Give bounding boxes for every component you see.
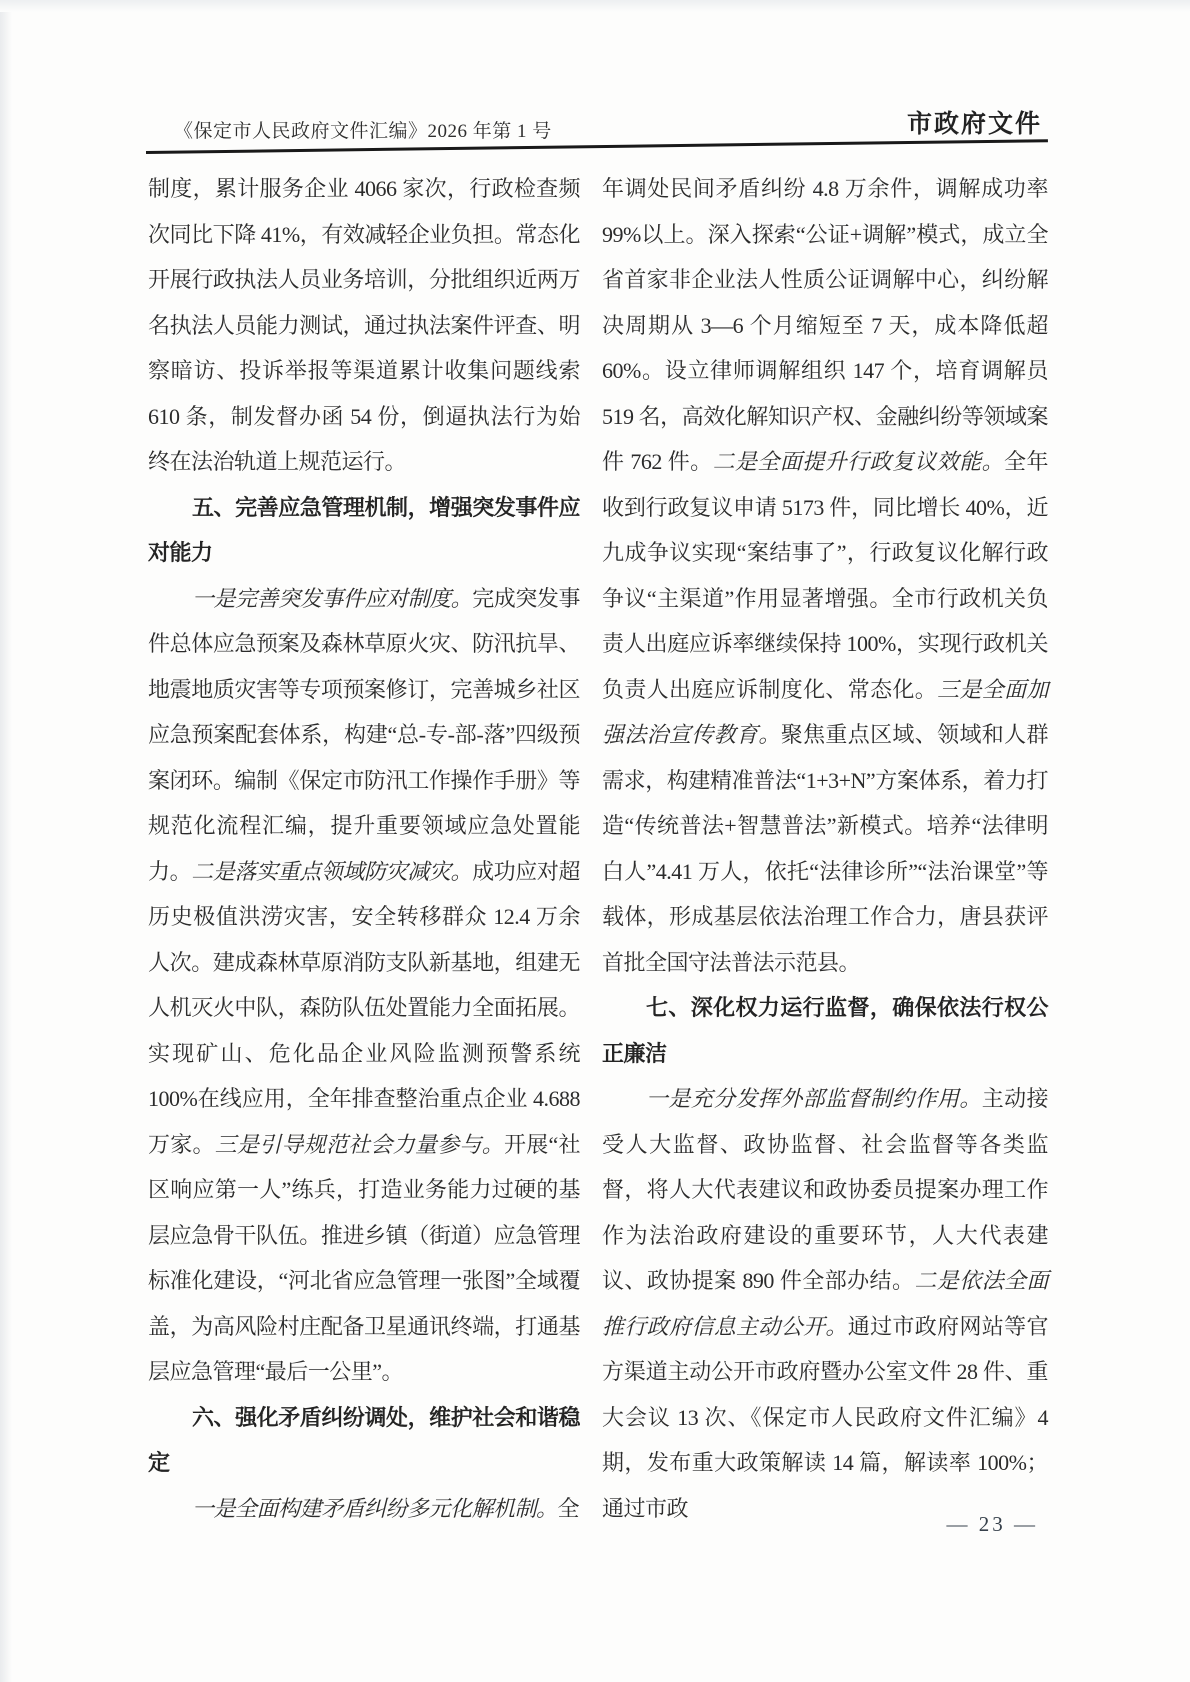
paragraph-emergency-management [148,576,580,1395]
kaiti-lead-in: 一是全面构建矛盾纠纷多元化解机制。 [192,1495,558,1521]
text-run: 全 [557,1495,580,1521]
left-column [148,166,580,1531]
kaiti-lead-in: 二是全面提升行政复议效能。 [712,449,1005,474]
text-run: 年调处民间矛盾纠纷 4.8 万余件，调解成功率 99%以上。深入探索“公证+调解”模式，成立全省首家非企业法人性质公证调解中心，纠纷解决周期从 3—6 个月缩短至 7 天，成本降低超 60%。设立律师调解组织 147 个，培育调解员 519 名，高效化解知识产权、金融纠纷等领域案件 762 件。 [602,176,1048,474]
section-heading-6: 六、强化矛盾纠纷调处，维护社会和谐稳定 [148,1404,580,1475]
document-body [148,166,1048,1531]
paragraph-law-enforcement-continuation: 制度，累计服务企业 4066 家次，行政检查频次同比下降 41%，有效减轻企业负担。常态化开展行政执法人员业务培训，分批组织近两万名执法人员能力测试，通过执法案件评查、明察暗访、投诉举报等渠道累计收集问题线索 610 条，制发督办函 54 份，倒逼执法行为始终在法治轨道上规范运行。 [148,176,580,474]
paragraph-supervision [602,1076,1048,1531]
scan-edge-left [0,0,12,1682]
paragraph-mediation-continuation [602,166,1048,985]
kaiti-lead-in: 二是落实重点领域防灾减灾。 [191,858,473,884]
page-number: — 23 — [946,1512,1038,1536]
kaiti-lead-in: 一是完善突发事件应对制度。 [192,585,473,611]
text-run: 完成突发事件总体应急预案及森林草原火灾、防汛抗旱、地震地质灾害等专项预案修订，完善城乡社区应急预案配套体系，构建“总-专-部-落”四级预案闭环。编制《保定市防汛工作操作手册》等规范化流程汇编，提升重要领域应急处置能力。 [148,585,580,884]
kaiti-lead-in: 三是引导规范社会力量参与。 [214,1131,504,1157]
text-run: 全年收到行政复议申请 5173 件，同比增长 40%，近九成争议实现“案结事了”，行政复议化解行政争议“主渠道”作用显著增强。全市行政机关负责人出庭应诉率继续保持 100%，实现行政机关负责人出庭应诉制度化、常态化。 [602,449,1048,702]
right-column [602,166,1048,1531]
text-run: 成功应对超历史极值洪涝灾害，安全转移群众 12.4 万余人次。建成森林草原消防支队新基地，组建无人机灭火中队，森防队伍处置能力全面拓展。实现矿山、危化品企业风险监测预警系统 100%在线应用，全年排查整治重点企业 4.688 万家。 [148,858,580,1157]
text-run: 通过市政府网站等官方渠道主动公开市政府暨办公室文件 28 件、重大会议 13 次、《保定市人民政府文件汇编》4 期，发布重大政策解读 14 篇，解读率 100%；通过市政 [602,1313,1048,1521]
text-run: 主动接受人大监督、政协监督、社会监督等各类监督，将人大代表建议和政协委员提案办理工作作为法治政府建设的重要环节，人大代表建议、政协提案 890 件全部办结。 [602,1086,1048,1293]
section-heading-5: 五、完善应急管理机制，增强突发事件应对能力 [148,494,580,565]
section-heading-7: 七、深化权力运行监督，确保依法行权公正廉洁 [602,995,1048,1066]
kaiti-lead-in: 一是充分发挥外部监督制约作用。 [646,1086,982,1111]
text-run: 开展“社区响应第一人”练兵，打造业务能力过硬的基层应急骨干队伍。推进乡镇（街道）应急管理标准化建设，“河北省应急管理一张图”全域覆盖，为高风险村庄配备卫星通讯终端，打通基层应急管理“最后一公里”。 [148,1131,580,1384]
kaiti-lead-in: 二是依法全面推行政府信息主动公开。 [602,1268,1048,1339]
kaiti-lead-in: 三是全面加强法治宣传教育。 [602,676,1048,747]
text-run: 聚焦重点区域、领域和人群需求，构建精准普法“1+3+N”方案体系，着力打造“传统普法+智慧普法”新模式。培养“法律明白人”4.41 万人，依托“法律诊所”“法治课堂”等载体，形成基层依法治理工作合力，唐县获评首批全国守法普法示范县。 [602,722,1048,975]
header-journal-title: 《保定市人民政府文件汇编》2026 年第 1 号 [174,121,552,142]
header-doc-type-label: 市政府文件 [906,110,1042,138]
page-footer [148,1512,1038,1537]
scan-edge-top [0,0,1190,12]
